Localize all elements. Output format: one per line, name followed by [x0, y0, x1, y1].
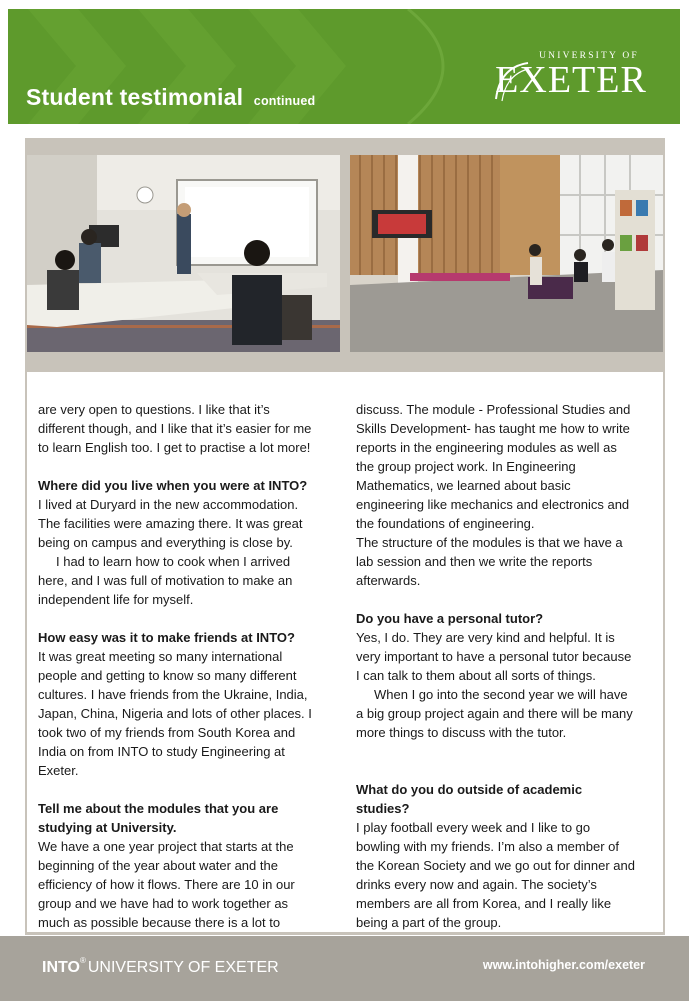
answer-paragraph: The structure of the modules is that we have a lab session and then we write the reports afterwards.: [356, 535, 623, 588]
paragraph-gap: [38, 780, 318, 799]
footer-brand: [42, 956, 279, 977]
footer-url-link[interactable]: www.intohigher.com/exeter: [482, 958, 645, 972]
logo-top-text: UNIVERSITY OF: [539, 51, 639, 61]
title-subtitle: continued: [253, 94, 316, 108]
right-text-column: [356, 400, 636, 932]
header-banner: [8, 9, 680, 124]
paragraph-gap: [356, 590, 636, 609]
interview-question: Do you have a personal tutor?: [356, 611, 544, 626]
answer-paragraph: I had to learn how to cook when I arrived here, and I was full of motivation to make an independent life for myself.: [38, 554, 293, 607]
footer-brand-bold: INTO: [42, 959, 80, 976]
footer-bar: [0, 936, 689, 1001]
answer-paragraph: I play football every week and I like to go bowling with my friends. I’m also a member of the Korean Society and we go out for dinner and drinks every now and again. The society’s members are all from Korea, and I really like being a part of the group.: [356, 820, 635, 930]
interview-question: Where did you live when you were at INTO?: [38, 478, 308, 493]
left-text-column: [38, 400, 318, 932]
classroom-photo: [27, 155, 340, 352]
answer-paragraph: Yes, I do. They are very kind and helpful. It is very important to have a personal tutor because I can talk to them about all sorts of things.: [356, 630, 632, 683]
answer-paragraph: It was great meeting so many international people and getting to know so many different cultures. I have friends from the Ukraine, India, Japan, China, Nigeria and lots of other places. I took two of my friends from South Korea and India on from INTO to study Engineering at Exeter.: [38, 649, 312, 778]
logo-swoosh-icon: [490, 59, 530, 109]
interview-question: Tell me about the modules that you are studying at University.: [38, 801, 279, 835]
interview-question: What do you do outside of academic studies?: [356, 782, 583, 816]
paragraph-gap: [38, 457, 318, 476]
logo-main-text: EXETER: [495, 59, 647, 101]
footer-brand-rest: UNIVERSITY OF EXETER: [87, 959, 279, 976]
paragraph-gap: [38, 609, 318, 628]
answer-paragraph: We have a one year project that starts at the beginning of the year about water and the efficiency of how it flows. There are 10 in our group and we have had to work together as much as possible because there is a lot to: [38, 839, 295, 930]
paragraph-gap: [356, 742, 636, 761]
lounge-photo: [350, 155, 663, 352]
answer-paragraph: I lived at Duryard in the new accommodation. The facilities were amazing there. It was great being on campus and everything is close by.: [38, 497, 303, 550]
university-logo: [486, 51, 656, 123]
page-title: [26, 84, 315, 111]
title-text: Student testimonial: [26, 84, 244, 110]
paragraph-gap: [356, 761, 636, 780]
testimonial-text-box: [27, 372, 663, 932]
answer-paragraph: are very open to questions. I like that it’s different though, and I like that it’s easier for me to learn English too. I get to practise a lot more!: [38, 402, 312, 455]
answer-paragraph: When I go into the second year we will have a big group project again and there will be many more things to discuss with the tutor.: [356, 687, 633, 740]
interview-question: How easy was it to make friends at INTO?: [38, 630, 295, 645]
answer-paragraph: discuss. The module - Professional Studies and Skills Development- has taught me how to write reports in the engineering modules as well as the group project work. In Engineering Mathematics, we learned about basic engineering like mechanics and electronics and the foundations of engineering.: [356, 402, 631, 531]
registered-mark: ®: [79, 956, 86, 965]
